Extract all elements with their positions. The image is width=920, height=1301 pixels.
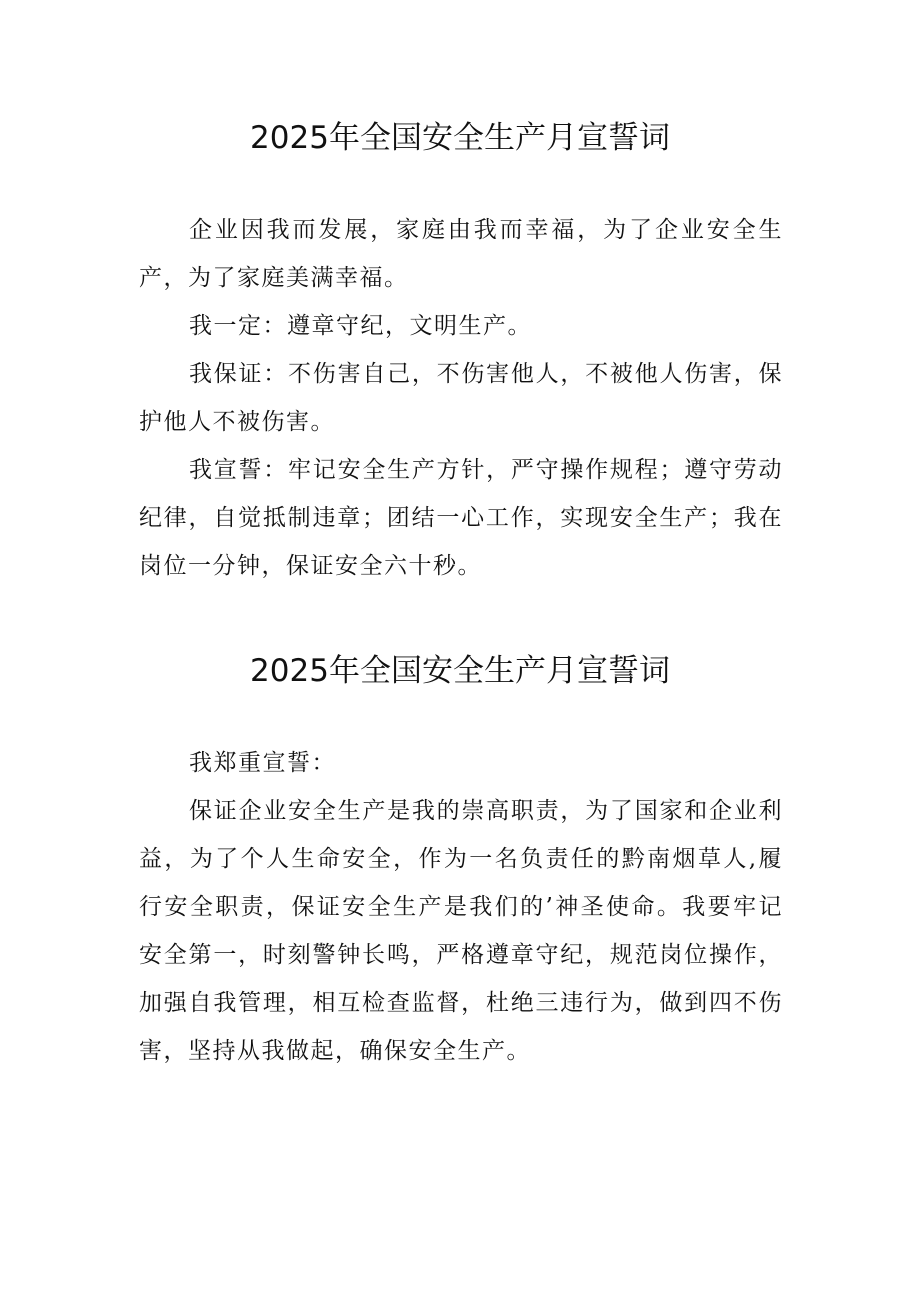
paragraph: 保证企业安全生产是我的崇高职责，为了国家和企业利益，为了个人生命安全，作为一名负责任的黔南烟草人,履行安全职责，保证安全生产是我们的’神圣使命。我要牢记安全第一，时刻警钟长鸣，严格遵章守纪，规范岗位操作，加强自我管理，相互检查监督，杜绝三违行为，做到四不伤害，坚持从我做起，确保安全生产。 xyxy=(139,798,783,1064)
section-body xyxy=(139,206,783,590)
section-title: 2025年全国安全生产月宣誓词 xyxy=(250,653,670,689)
section-title: 2025年全国安全生产月宣誓词 xyxy=(250,120,670,156)
paragraph: 我一定：遵章守纪，文明生产。 xyxy=(189,313,532,339)
paragraph: 我宣誓：牢记安全生产方针，严守操作规程；遵守劳动纪律，自觉抵制违章；团结一心工作，实现安全生产；我在岗位一分钟，保证安全六十秒。 xyxy=(139,457,783,579)
section-body xyxy=(139,739,783,1075)
paragraph: 我郑重宣誓： xyxy=(189,750,336,776)
paragraph: 我保证：不伤害自己，不伤害他人，不被他人伤害，保护他人不被伤害。 xyxy=(139,361,783,435)
paragraph: 企业因我而发展，家庭由我而幸福，为了企业安全生产，为了家庭美满幸福。 xyxy=(139,217,783,291)
